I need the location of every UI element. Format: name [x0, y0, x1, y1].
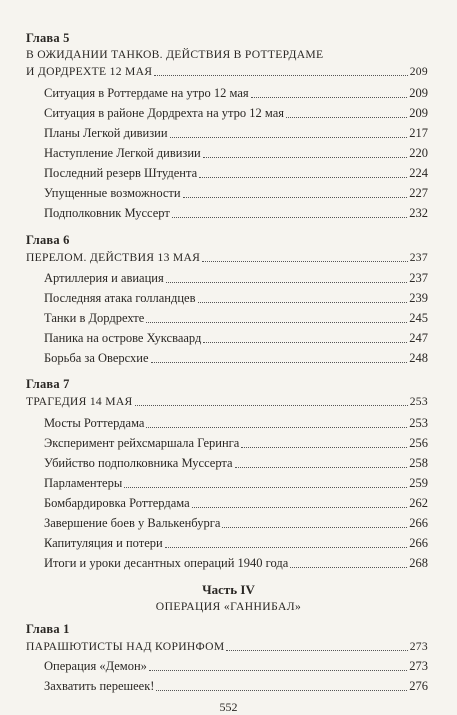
toc-entry[interactable] — [44, 659, 428, 674]
page-ref: 253 — [409, 416, 428, 430]
chapter-label: Глава 7 — [26, 377, 70, 391]
toc-entry[interactable] — [44, 679, 428, 694]
page-ref: 256 — [409, 436, 428, 450]
dot-leader — [166, 282, 408, 283]
part-title: ОПЕРАЦИЯ «ГАННИБАЛ» — [155, 600, 302, 613]
dot-leader — [251, 97, 408, 98]
toc-chapter-entry[interactable] — [26, 64, 428, 79]
page-ref: 248 — [409, 351, 428, 365]
chapter-title: ПАРАШЮТИСТЫ НАД КОРИНФОМ — [26, 640, 225, 653]
toc-entry[interactable] — [44, 351, 428, 366]
toc-entry[interactable] — [44, 536, 428, 551]
dot-leader — [198, 302, 408, 303]
toc-chapter-entry[interactable] — [26, 394, 428, 409]
dot-leader — [146, 427, 407, 428]
page-ref: 224 — [409, 166, 428, 180]
dot-leader — [170, 137, 408, 138]
page-ref: 232 — [409, 206, 428, 220]
entry-title: Завершение боев у Валькенбурга — [44, 516, 221, 530]
page-ref: 237 — [409, 251, 428, 264]
toc-entry[interactable] — [44, 416, 428, 431]
entry-title: Танки в Дордрехте — [44, 311, 145, 325]
entry-title: Эксперимент рейхсмаршала Геринга — [44, 436, 240, 450]
dot-leader — [146, 322, 407, 323]
entry-title: Операция «Демон» — [44, 659, 147, 673]
page-ref: 258 — [409, 456, 428, 470]
dot-leader — [151, 362, 408, 363]
dot-leader — [241, 447, 407, 448]
page-ref: 209 — [409, 86, 428, 100]
toc-chapter-entry[interactable] — [26, 250, 428, 265]
toc-entry[interactable] — [44, 291, 428, 306]
dot-leader — [149, 670, 407, 671]
dot-leader — [172, 217, 407, 218]
dot-leader — [202, 261, 408, 262]
dot-leader — [199, 177, 407, 178]
chapter-title: И ДОРДРЕХТЕ 12 МАЯ — [26, 65, 153, 78]
chapter-label: Глава 1 — [26, 622, 70, 636]
page-ref: 273 — [409, 659, 428, 673]
page-ref: 266 — [409, 536, 428, 550]
chapter-title: ТРАГЕДИЯ 14 МАЯ — [26, 395, 133, 408]
dot-leader — [203, 157, 408, 158]
toc-entry[interactable] — [44, 126, 428, 141]
chapter-label: Глава 6 — [26, 233, 70, 247]
toc-entry[interactable] — [44, 436, 428, 451]
page-ref: 253 — [409, 395, 428, 408]
dot-leader — [154, 75, 407, 76]
toc-entry[interactable] — [44, 456, 428, 471]
page-ref: 209 — [409, 106, 428, 120]
entry-title: Подполковник Муссерт — [44, 206, 170, 220]
page-ref: 273 — [409, 640, 428, 653]
page-ref: 245 — [409, 311, 428, 325]
toc-entry[interactable] — [44, 331, 428, 346]
page-ref: 266 — [409, 516, 428, 530]
toc-entry[interactable] — [44, 186, 428, 201]
chapter-title: ПЕРЕЛОМ. ДЕЙСТВИЯ 13 МАЯ — [26, 251, 201, 264]
entry-title: Артиллерия и авиация — [44, 271, 164, 285]
page-ref: 276 — [409, 679, 428, 693]
page-ref: 217 — [409, 126, 428, 140]
dot-leader — [165, 547, 408, 548]
entry-title: Планы Легкой дивизии — [44, 126, 168, 140]
toc-chapter-entry[interactable] — [26, 639, 428, 654]
toc-entry[interactable] — [44, 516, 428, 531]
chapter-title: В ОЖИДАНИИ ТАНКОВ. ДЕЙСТВИЯ В РОТТЕРДАМЕ — [26, 48, 324, 61]
page-ref: 262 — [409, 496, 428, 510]
toc-entry[interactable] — [44, 496, 428, 511]
toc-entry[interactable] — [44, 311, 428, 326]
dot-leader — [290, 567, 407, 568]
chapter-label: Глава 5 — [26, 31, 70, 45]
toc-entry[interactable] — [44, 556, 428, 571]
dot-leader — [124, 487, 407, 488]
entry-title: Захватить перешеек! — [44, 679, 155, 693]
page-ref: 220 — [409, 146, 428, 160]
dot-leader — [286, 117, 407, 118]
dot-leader — [226, 650, 407, 651]
page-ref: 237 — [409, 271, 428, 285]
toc-entry[interactable] — [44, 476, 428, 491]
entry-title: Парламентеры — [44, 476, 123, 490]
toc-entry[interactable] — [44, 86, 428, 101]
page-ref: 239 — [409, 291, 428, 305]
toc-entry[interactable] — [44, 206, 428, 221]
entry-title: Убийство подполковника Муссерта — [44, 456, 233, 470]
toc-entry[interactable] — [44, 106, 428, 121]
entry-title: Последний резерв Штудента — [44, 166, 198, 180]
entry-title: Наступление Легкой дивизии — [44, 146, 201, 160]
entry-title: Упущенные возможности — [44, 186, 181, 200]
page-ref: 247 — [409, 331, 428, 345]
entry-title: Капитуляция и потери — [44, 536, 163, 550]
toc-entry[interactable] — [44, 146, 428, 161]
dot-leader — [156, 690, 407, 691]
entry-title: Последняя атака голландцев — [44, 291, 196, 305]
dot-leader — [183, 197, 408, 198]
dot-leader — [192, 507, 408, 508]
entry-title: Борьба за Оверсхие — [44, 351, 149, 365]
dot-leader — [203, 342, 407, 343]
toc-entry[interactable] — [44, 166, 428, 181]
dot-leader — [235, 467, 408, 468]
page-ref: 259 — [409, 476, 428, 490]
page-ref: 227 — [409, 186, 428, 200]
entry-title: Ситуация в Роттердаме на утро 12 мая — [44, 86, 249, 100]
entry-title: Паника на острове Хуксваард — [44, 331, 202, 345]
toc-entry[interactable] — [44, 271, 428, 286]
page-number: 552 — [219, 700, 238, 714]
dot-leader — [135, 405, 408, 406]
dot-leader — [222, 527, 407, 528]
entry-title: Ситуация в районе Дордрехта на утро 12 мая — [44, 106, 285, 120]
page-ref: 268 — [409, 556, 428, 570]
page-ref: 209 — [409, 65, 428, 78]
entry-title: Бомбардировка Роттердама — [44, 496, 190, 510]
entry-title: Мосты Роттердама — [44, 416, 145, 430]
entry-title: Итоги и уроки десантных операций 1940 года — [44, 556, 289, 570]
part-label: Часть IV — [202, 582, 255, 597]
